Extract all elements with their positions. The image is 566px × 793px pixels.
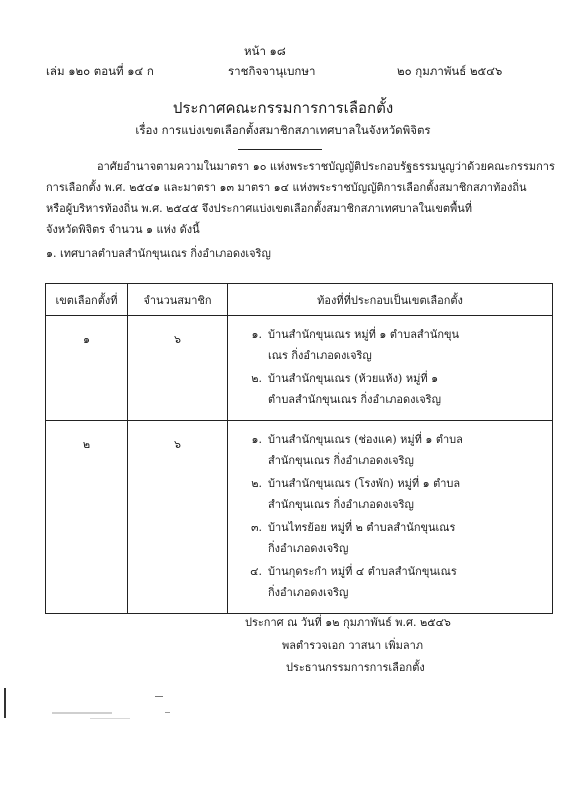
column-header-district: เขตเลือกตั้งที่ xyxy=(46,284,128,316)
area-text: บ้านกุดระกำ หมู่ที่ ๔ ตำบลสำนักขุนเณร กิ่งอำเภอดงเจริญ xyxy=(268,565,457,599)
signatory-name: พลตำรวจเอก วาสนา เพิ่มลาภ xyxy=(282,639,424,652)
announcement-title: ประกาศคณะกรรมการการเลือกตั้ง xyxy=(172,99,394,117)
scan-edge-mark xyxy=(4,688,6,718)
list-item xyxy=(228,561,546,603)
gazette-name: ราชกิจจานุเบกษา xyxy=(228,64,316,78)
area-text: บ้านสำนักขุนเณร (ห้วยแห้ง) หมู่ที่ ๑ ตำบลสำนักขุนเณร กิ่งอำเภอดงเจริญ xyxy=(268,372,441,406)
list-item xyxy=(228,517,546,559)
member-count: ๖ xyxy=(128,316,228,421)
district-number: ๑ xyxy=(46,316,128,421)
electoral-district-table xyxy=(45,283,553,614)
area-number: ๑. xyxy=(251,328,262,341)
municipality-item: ๑. เทศบาลตำบลสำนักขุนเณร กิ่งอำเภอดงเจริญ xyxy=(46,247,271,260)
area-text: บ้านสำนักขุนเณร หมู่ที่ ๑ ตำบลสำนักขุนเณร กิ่งอำเภอดงเจริญ xyxy=(268,328,460,362)
member-count: ๖ xyxy=(128,421,228,614)
list-item xyxy=(228,429,546,471)
body-line-3: หรือผู้บริหารท้องถิ่น พ.ศ. ๒๕๔๕ จึงประกาศแบ่งเขตเลือกตั้งสมาชิกสภาเทศบาลในเขตพื้นที่ xyxy=(46,202,473,215)
title-divider xyxy=(238,149,322,150)
signature-date: ประกาศ ณ วันที่ ๑๒ กุมภาพันธ์ พ.ศ. ๒๕๔๖ xyxy=(245,616,451,629)
area-number: ๓. xyxy=(250,521,262,534)
signatory-position: ประธานกรรมการการเลือกตั้ง xyxy=(286,661,425,674)
area-number: ๔. xyxy=(250,565,262,578)
body-line-4: จังหวัดพิจิตร จำนวน ๑ แห่ง ดังนี้ xyxy=(46,223,200,236)
list-item xyxy=(228,473,546,515)
scan-mark xyxy=(165,712,170,713)
list-item xyxy=(228,324,546,366)
scan-smudge xyxy=(52,712,112,714)
scan-mark xyxy=(155,696,163,697)
table-header-row xyxy=(46,284,553,316)
table-row xyxy=(46,421,553,614)
body-line-1: อาศัยอำนาจตามความในมาตรา ๑๐ แห่งพระราชบัญญัติประกอบรัฐธรรมนูญว่าด้วยคณะกรรมการ xyxy=(97,160,555,173)
page-number: หน้า ๑๘ xyxy=(244,44,286,58)
table-row xyxy=(46,316,553,421)
announcement-subject: เรื่อง การแบ่งเขตเลือกตั้งสมาชิกสภาเทศบาลในจังหวัดพิจิตร xyxy=(135,123,431,137)
gazette-date: ๒๐ กุมภาพันธ์ ๒๕๔๖ xyxy=(397,64,503,78)
area-text: บ้านสำนักขุนเณร (ช่องแค) หมู่ที่ ๑ ตำบลสำนักขุนเณร กิ่งอำเภอดงเจริญ xyxy=(268,433,463,467)
column-header-members: จำนวนสมาชิก xyxy=(128,284,228,316)
area-number: ๒. xyxy=(251,372,262,385)
district-number: ๒ xyxy=(46,421,128,614)
area-number: ๑. xyxy=(251,433,262,446)
area-text: บ้านไทรย้อย หมู่ที่ ๒ ตำบลสำนักขุนเณร กิ่งอำเภอดงเจริญ xyxy=(268,521,456,555)
area-list xyxy=(228,316,553,421)
body-line-2: การเลือกตั้ง พ.ศ. ๒๕๔๑ และมาตรา ๑๓ มาตรา ๑๔ แห่งพระราชบัญญัติการเลือกตั้งสมาชิกสภาท้องถิ่น xyxy=(46,181,527,194)
area-list xyxy=(228,421,553,614)
list-item xyxy=(228,368,546,410)
area-text: บ้านสำนักขุนเณร (โรงพัก) หมู่ที่ ๑ ตำบลสำนักขุนเณร กิ่งอำเภอดงเจริญ xyxy=(268,477,461,511)
scan-smudge xyxy=(90,718,130,719)
volume-issue: เล่ม ๑๒๐ ตอนที่ ๑๔ ก xyxy=(46,64,154,78)
area-number: ๒. xyxy=(251,477,262,490)
column-header-areas: ท้องที่ที่ประกอบเป็นเขตเลือกตั้ง xyxy=(228,284,553,316)
